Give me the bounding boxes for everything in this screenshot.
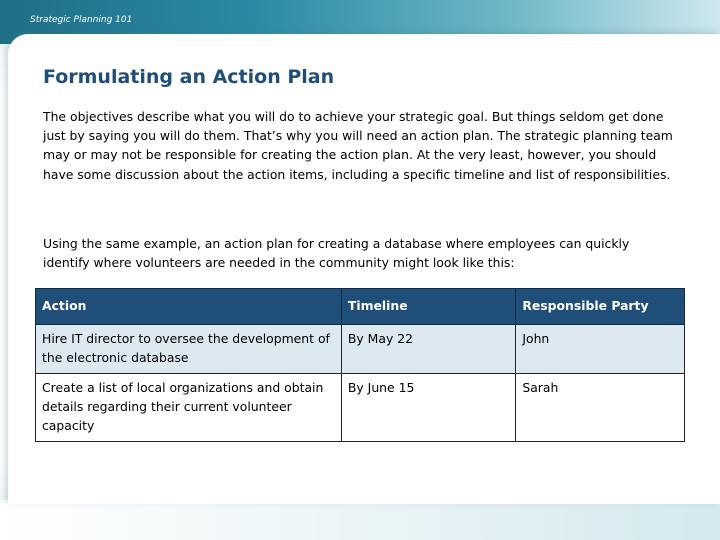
footer-band — [0, 500, 720, 540]
example-paragraph: Using the same example, an action plan for creating a database where employees can quickly identify where volunteers are needed in the community might look like this: — [43, 236, 630, 271]
action-plan-table — [35, 288, 685, 442]
slide-title: Formulating an Action Plan — [43, 66, 335, 88]
column-header-action: Action — [36, 289, 342, 325]
intro-paragraph: The objectives describe what you will do to achieve your strategic goal. But things seldom get done just by saying you will do them. That’s why you will need an action plan. The strategic planning team may or may not be responsible for creating the action plan. At the very least, however, you should have some discussion about the action items, including a specific timeline and list of responsibilities. — [43, 109, 673, 182]
column-header-responsible-party: Responsible Party — [516, 289, 685, 325]
timeline-cell: By June 15 — [341, 374, 515, 442]
table-row — [36, 325, 685, 374]
responsible-party-cell: Sarah — [516, 374, 685, 442]
table-header-row — [36, 289, 685, 325]
table-row — [36, 374, 685, 442]
column-header-timeline: Timeline — [341, 289, 515, 325]
timeline-cell: By May 22 — [341, 325, 515, 374]
action-cell: Hire IT director to oversee the development of the electronic database — [36, 325, 342, 374]
header-title: Strategic Planning 101 — [30, 15, 133, 25]
responsible-party-cell: John — [516, 325, 685, 374]
action-cell: Create a list of local organizations and obtain details regarding their current volunteer capacity — [36, 374, 342, 442]
